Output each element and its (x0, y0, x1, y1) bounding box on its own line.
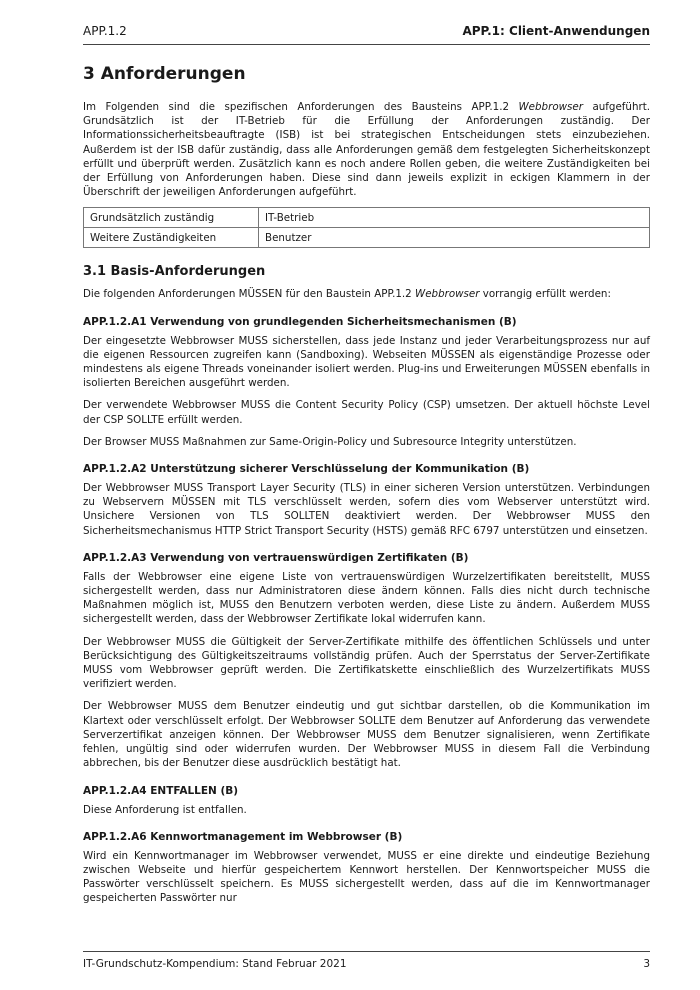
header-module-title: APP.1: Client-Anwendungen (462, 24, 650, 38)
requirement-a1-title: APP.1.2.A1 Verwendung von grundlegenden Sicherheitsmechanismen (B) (83, 315, 517, 328)
subsection-intro-text-2: vorrangig erfüllt werden: (479, 288, 611, 301)
subsection-intro-italic: Webbrowser (415, 288, 480, 301)
table-cell-value: Benutzer (259, 228, 650, 248)
requirement-a2-paragraph: Der Webbrowser MUSS Transport Layer Security (TLS) in einer sicheren Version unterstützen. Verbindungen zu Webservern MÜSSEN mit TLS verschlüsselt werden, sofern dies vom Webserver unterstützt wird. Unsichere Versionen von TLS SOLLTEN deaktiviert werden. Der Webbrowser MUSS den Sicherheitsmechanismus HTTP Strict Transport Security (HSTS) gemäß RFC 6797 unterstützen und einsetzen. (83, 482, 650, 537)
section-title: 3 Anforderungen (83, 64, 246, 84)
document-body (83, 64, 650, 914)
requirement-a1-paragraph: Der Browser MUSS Maßnahmen zur Same-Origin-Policy und Subresource Integrity unterstützen. (83, 435, 577, 448)
intro-paragraph (83, 100, 650, 199)
table-row (84, 208, 650, 228)
footer-rule (83, 951, 650, 952)
requirement-a2-title: APP.1.2.A2 Unterstützung sicherer Verschlüsselung der Kommunikation (B) (83, 463, 530, 476)
requirement-a3-paragraph: Der Webbrowser MUSS dem Benutzer eindeutig und gut sichtbar darstellen, ob die Kommunikation im Klartext oder verschlüsselt erfolgt. Der Webbrowser SOLLTE dem Benutzer auf Anforderung das verwendete Serverzertifikat anzeigen können. Der Webbrowser MUSS dem Benutzer signalisieren, wenn Zertifikate fehlen, ungültig sind oder widerrufen wurden. Der Webbrowser MUSS in diesem Fall die Verbindung abbrechen, bis der Benutzer diese ausdrücklich bestätigt hat. (83, 700, 650, 770)
subsection-intro-text-1: Die folgenden Anforderungen MÜSSEN für den Baustein APP.1.2 (83, 288, 416, 301)
table-row (84, 228, 650, 248)
requirement-a1-paragraph: Der verwendete Webbrowser MUSS die Content Security Policy (CSP) umsetzen. Der aktuell höchste Level der CSP SOLLTE erfüllt werden. (83, 399, 650, 426)
header-module-id: APP.1.2 (83, 24, 127, 38)
requirement-a1-paragraph: Der eingesetzte Webbrowser MUSS sicherstellen, dass jede Instanz und jeder Verarbeitungsprozess nur auf die eigenen Ressourcen zugreifen kann (Sandboxing). Webseiten MÜSSEN als eigenständige Prozesse oder mindestens als eigene Threads voneinander isoliert werden. Plug-ins und Erweiterungen MÜSSEN ebenfalls in isolierten Bereichen ausgeführt werden. (83, 334, 650, 390)
page-number: 3 (643, 958, 650, 970)
header-rule (83, 44, 650, 45)
requirement-a3-paragraph: Der Webbrowser MUSS die Gültigkeit der Server-Zertifikate mithilfe des öffentlichen Schlüssels und unter Berücksichtigung des Gültigkeitszeitraums vollständig prüfen. Auch der Sperrstatus der Server-Zertifikate MUSS vom Webbrowser geprüft werden. Die Zertifikatskette einschließlich des Wurzelzertifikats MUSS verifiziert werden. (83, 635, 650, 691)
document-page (83, 0, 650, 990)
subsection-title: 3.1 Basis-Anforderungen (83, 264, 266, 280)
intro-text-2: aufgeführt. Grundsätzlich ist der IT-Betrieb für die Erfüllung der Anforderungen zuständig. Der Informationssicherheitsbeauftragte (ISB) ist bei strategischen Entscheidungen stets einzubeziehen. Außerdem ist der ISB dafür zuständig, dass alle Anforderungen gemäß dem festgelegten Sicherheitskonzept erfüllt und überprüft werden. Zusätzlich kann es noch andere Rollen geben, die weitere Zuständigkeiten bei der Erfüllung von Anforderungen haben. Diese sind dann jeweils explizit in eckigen Klammern in der Überschrift der jeweiligen Anforderungen aufgeführt. (83, 101, 651, 199)
table-cell-value: IT-Betrieb (259, 208, 650, 228)
responsibility-table (83, 207, 650, 248)
table-cell-label: Weitere Zuständigkeiten (84, 228, 259, 248)
requirement-a6-paragraph: Wird ein Kennwortmanager im Webbrowser verwendet, MUSS er eine direkte und eindeutige Beziehung zwischen Webseite und hierfür gespeichertem Kennwort herstellen. Der Kennwortspeicher MUSS die Passwörter verschlüsselt speichern. Es MUSS sichergestellt werden, dass auf die im Kennwortmanager gespeicherten Passwörter nur (83, 849, 650, 905)
requirement-a4-title: APP.1.2.A4 ENTFALLEN (B) (83, 784, 239, 797)
requirement-a3-paragraph: Falls der Webbrowser eine eigene Liste von vertrauenswürdigen Wurzelzertifikaten bereitstellt, MUSS sichergestellt werden, dass nur Administratoren diese ändern können. Falls dies nicht durch technische Maßnahmen möglich ist, MUSS den Benutzern verboten werden, diese Liste zu ändern. Außerdem MUSS sichergestellt werden, dass der Webbrowser Zertifikate lokal widerrufen kann. (83, 570, 650, 626)
footer-source: IT-Grundschutz-Kompendium: Stand Februar 2021 (83, 958, 347, 970)
requirement-a6-title: APP.1.2.A6 Kennwortmanagement im Webbrowser (B) (83, 830, 403, 843)
requirement-a4-paragraph: Diese Anforderung ist entfallen. (83, 803, 247, 816)
requirement-a3-title: APP.1.2.A3 Verwendung von vertrauenswürdigen Zertifikaten (B) (83, 551, 469, 564)
subsection-intro (83, 287, 650, 301)
page-header (83, 20, 650, 44)
intro-text-1: Im Folgenden sind die spezifischen Anforderungen des Bausteins APP.1.2 (83, 101, 519, 113)
intro-italic: Webbrowser (518, 101, 583, 113)
table-cell-label: Grundsätzlich zuständig (84, 208, 259, 228)
